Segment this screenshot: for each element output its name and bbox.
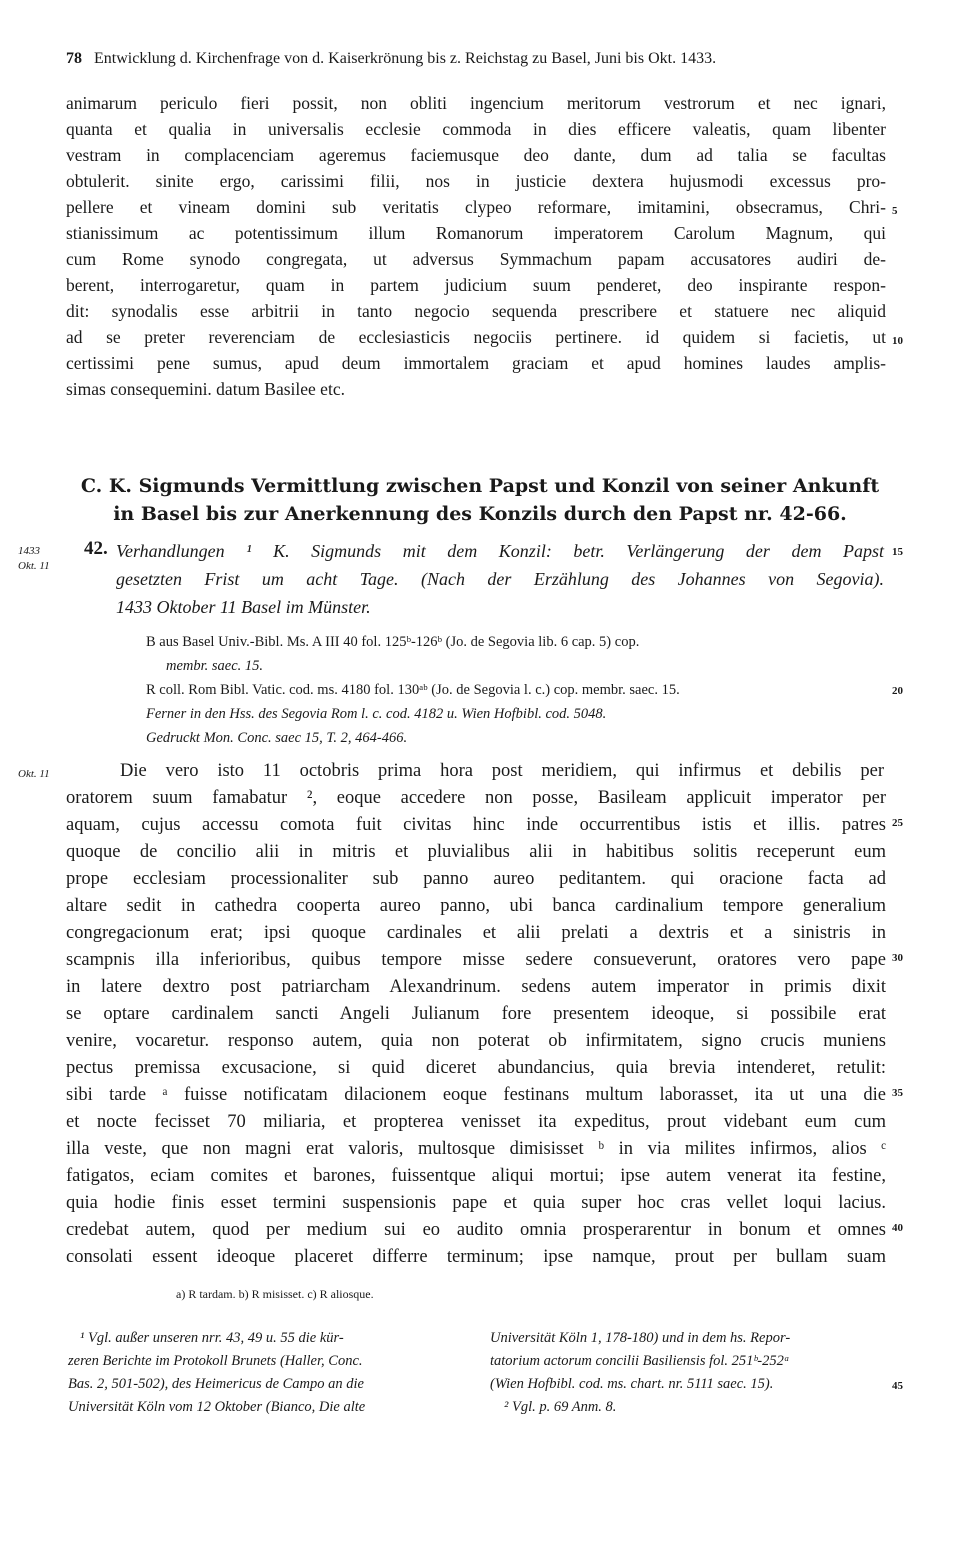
- line-number: 15: [892, 546, 903, 558]
- text-line: simas consequemini. datum Basilee etc.: [66, 379, 345, 399]
- body-line: altare sedit in cathedra cooperta aureo panno, ubi banca cardinalium tempore generalium: [66, 896, 886, 916]
- body-line: aquam, cujus accessu comota fuit civitas hinc inde occurrentibus istis et illis. patres: [66, 815, 886, 835]
- footnote-line: ² Vgl. p. 69 Anm. 8.: [504, 1399, 617, 1415]
- footnote-line: Universität Köln vom 12 Oktober (Bianco, Die alte: [68, 1399, 366, 1415]
- body-line: Die vero isto 11 octobris prima hora post meridiem, qui infirmus et debilis per: [120, 761, 884, 781]
- text-line: certissimi pene sumus, apud deum immortalem graciam et apud homines laudes amplis-: [66, 353, 886, 373]
- document-number: 42.: [84, 538, 108, 559]
- source-entry: Ferner in den Hss. des Segovia Rom l. c. cod. 4182 u. Wien Hofbibl. cod. 5048.: [146, 706, 607, 722]
- body-line: illa veste, que non magni erat valoris, multosque dimisisset ᵇ in via milites infirmos, alios ᶜ: [66, 1139, 886, 1159]
- margin-date-year: 1433: [18, 545, 40, 557]
- text-line: stianissimum ac potentissimum illum Romanorum imperatorem Carolum Magnum, qui: [66, 223, 886, 243]
- body-line: se optare cardinalem sancti Angeli Julianum fore presentem ideoque, si possibile erat: [66, 1004, 886, 1024]
- text-line: vestram in complacenciam ageremus faciemusque deo dante, dum ad talia se facultas: [66, 145, 886, 165]
- footnote-line: Universität Köln 1, 178-180) und in dem hs. Repor-: [490, 1330, 791, 1346]
- text-line: dit: synodalis esse arbitrii in tanto negocio sequenda prescribere et statuere nec aliquid: [66, 301, 886, 321]
- section-heading-line-2: in Basel bis zur Anerkennung des Konzils durch den Papst nr. 42-66.: [113, 503, 847, 525]
- body-line: sibi tarde ᵃ fuisse notificatam dilacionem eoque festinans multum laborasset, ita ut una die: [66, 1085, 886, 1105]
- footnote-line: (Wien Hofbibl. cod. ms. chart. nr. 5111 saec. 15).: [490, 1376, 774, 1392]
- document-title-line: 1433 Oktober 11 Basel im Münster.: [116, 597, 371, 617]
- text-line: cum Rome synodo congregata, ut adversus Symmachum papam accusatores audiri de-: [66, 249, 886, 269]
- source-entry: Gedruckt Mon. Conc. saec 15, T. 2, 464-466.: [146, 730, 408, 746]
- footnote-line: ¹ Vgl. außer unseren nrr. 43, 49 u. 55 die kür-: [80, 1330, 344, 1346]
- margin-date-body: Okt. 11: [18, 768, 50, 780]
- running-title: Entwicklung d. Kirchenfrage von d. Kaiserkrönung bis z. Reichstag zu Basel, Juni bis Okt. 1433.: [94, 50, 717, 67]
- body-line: credebat autem, quod per medium sui eo audito omnia prosperarentur in bonum et omnes: [66, 1220, 886, 1240]
- line-number: 25: [892, 817, 903, 829]
- body-line: oratorem suum famabatur ², eoque accedere non posse, Basileam applicuit imperator per: [66, 788, 886, 808]
- text-line: berent, interrogaretur, quam in partem judicium suum penderet, deo inspirante respon-: [66, 275, 886, 295]
- line-number: 10: [892, 335, 903, 347]
- document-title-line: Verhandlungen ¹ K. Sigmunds mit dem Konzil: betr. Verlängerung der dem Papst: [116, 541, 884, 561]
- text-line: pellere et vineam domini sub veritatis clypeo reformare, imitamini, obsecramus, Chri-: [66, 197, 886, 217]
- line-number: 5: [892, 205, 898, 217]
- line-number: 35: [892, 1087, 903, 1099]
- body-line: quia hodie finis esset termini suspensionis pape et quia super hoc cras vellet loqui lacius.: [66, 1193, 886, 1213]
- critical-apparatus: a) R tardam. b) R misisset. c) R aliosque.: [176, 1287, 374, 1301]
- document-title-line: gesetzten Frist um acht Tage. (Nach der Erzählung des Johannes von Segovia).: [116, 569, 884, 589]
- body-line: prope ecclesiam processionaliter sub panno aureo peditantem. qui oracione facta ad: [66, 869, 886, 889]
- line-number: 30: [892, 952, 903, 964]
- line-number: 40: [892, 1222, 903, 1234]
- margin-date-day: Okt. 11: [18, 560, 50, 572]
- line-number: 45: [892, 1380, 903, 1392]
- source-entry: membr. saec. 15.: [166, 658, 264, 674]
- footnote-line: tatorium actorum concilii Basiliensis fol. 251ᵇ-252ᵃ: [490, 1353, 790, 1369]
- text-line: quanta et qualia in universalis ecclesie commoda in dies efficere valeatis, quam libenter: [66, 119, 886, 139]
- text-line: obtulerit. sinite ergo, carissimi filii, nos in justicie dextera hujusmodi excessus pro-: [66, 171, 886, 191]
- running-header: [66, 50, 716, 68]
- body-line: in latere dextro post patriarcham Alexandrinum. sedens autem imperator in primis dixit: [66, 977, 886, 997]
- body-line: venire, vocaretur. responso autem, quia non poterat ob infirmitatem, signo crucis muniens: [66, 1031, 886, 1051]
- body-line: congregacionum erat; ipsi quoque cardinales et alii prelati a dextris et a sinistris in: [66, 923, 886, 943]
- section-heading-line-1: C. K. Sigmunds Vermittlung zwischen Papst und Konzil von seiner Ankunft: [80, 475, 880, 497]
- body-line: scampnis illa inferioribus, quibus tempore misse sedere consueverunt, oratores vero pape: [66, 950, 886, 970]
- source-entry: B aus Basel Univ.-Bibl. Ms. A III 40 fol. 125ᵇ-126ᵇ (Jo. de Segovia lib. 6 cap. 5) cop.: [146, 634, 640, 650]
- line-number: 20: [892, 685, 903, 697]
- footnote-line: zeren Berichte im Protokoll Brunets (Haller, Conc.: [68, 1353, 363, 1369]
- body-line: pectus premissa excusacione, si quid diceret abundancius, quia brevia intenderet, retulit:: [66, 1058, 886, 1078]
- body-line: et nocte fecisset 70 miliaria, et propterea venisset ita expeditus, prout videbant eum cum: [66, 1112, 886, 1132]
- body-line: quoque de concilio alii in mitris et pluvialibus alii in habitibus solitis receperunt eum: [66, 842, 886, 862]
- page-number: 78: [66, 50, 82, 67]
- text-line: ad se preter reverenciam de ecclesiasticis negociis pertinere. id quidem si facietis, ut: [66, 327, 886, 347]
- text-line: animarum periculo fieri possit, non obliti ingencium meritorum vestrorum et nec ignari,: [66, 93, 886, 113]
- body-line: fatigatos, eciam comites et barones, fuissentque aliqui mortui; ipse autem venerat ita festine,: [66, 1166, 886, 1186]
- body-line: consolati essent ideoque placeret differre terminum; ipse namque, prout per bullam suam: [66, 1247, 886, 1267]
- footnote-line: Bas. 2, 501-502), des Heimericus de Campo an die: [68, 1376, 364, 1392]
- source-entry: R coll. Rom Bibl. Vatic. cod. ms. 4180 fol. 130ᵃᵇ (Jo. de Segovia l. c.) cop. membr. saec. 15.: [146, 682, 680, 698]
